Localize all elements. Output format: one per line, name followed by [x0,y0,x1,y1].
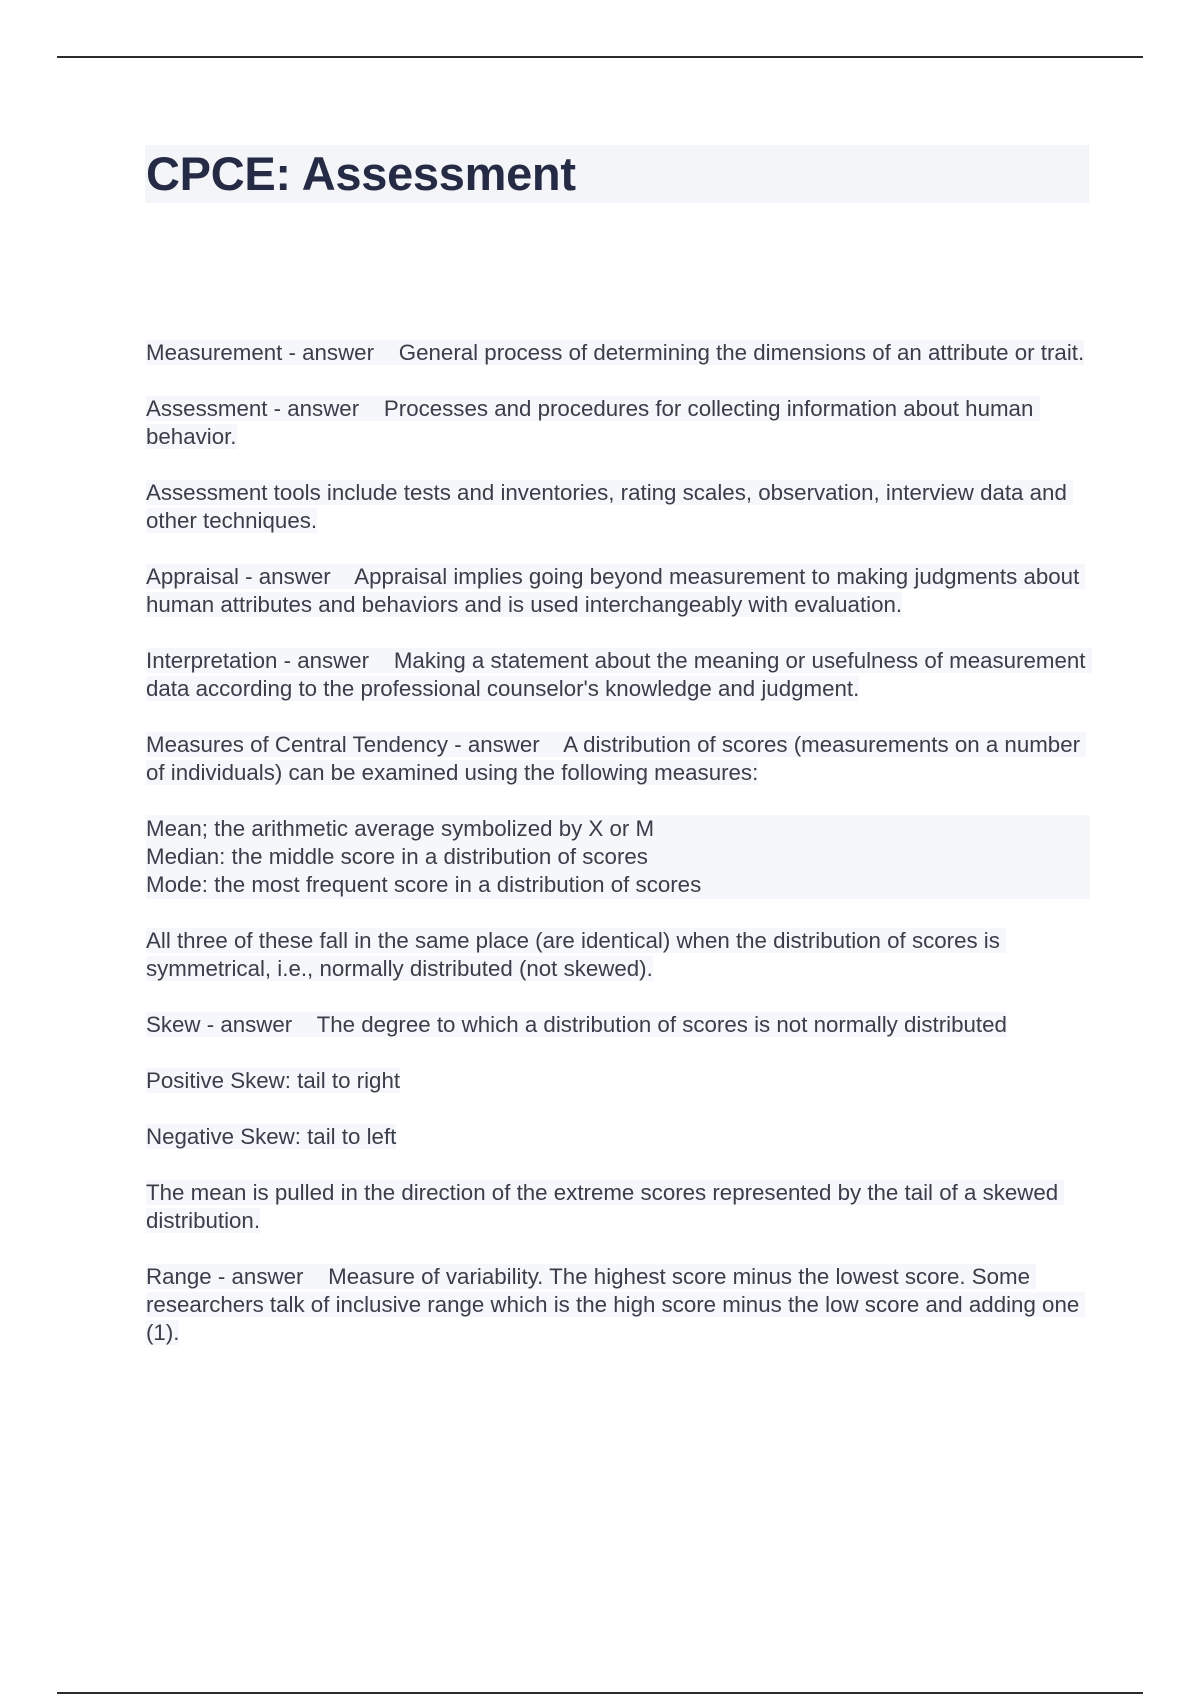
paragraph-measurement: Measurement - answer General process of determining the dimensions of an attribute or trait. [146,340,1085,365]
measures-list [146,815,1090,899]
paragraph-central-tendency: Measures of Central Tendency - answer A distribution of scores (measurements on a number of individuals) can be examined using the following measures: [146,732,1087,785]
page-title: CPCE: Assessment [146,147,576,200]
list-item: Mode: the most frequent score in a distribution of scores [146,871,1090,899]
paragraph-appraisal: Appraisal - answer Appraisal implies going beyond measurement to making judgments about human attributes and behaviors and is used interchangeably with evaluation. [146,564,1086,617]
header-rule [57,56,1143,58]
paragraph-positive-skew: Positive Skew: tail to right [146,1068,401,1093]
paragraph-symmetry: All three of these fall in the same place (are identical) when the distribution of scores is symmetrical, i.e., normally distributed (not skewed). [146,928,1007,981]
document-body [146,339,1090,1375]
paragraph-skew: Skew - answer The degree to which a distribution of scores is not normally distributed [146,1012,1007,1037]
paragraph-negative-skew: Negative Skew: tail to left [146,1124,397,1149]
list-item: Mean; the arithmetic average symbolized by X or M [146,815,1090,843]
list-item: Median: the middle score in a distribution of scores [146,843,1090,871]
footer-rule [57,1692,1143,1694]
paragraph-interpretation: Interpretation - answer Making a statement about the meaning or usefulness of measurement data according to the professional counselor's knowledge and judgment. [146,648,1092,701]
paragraph-assessment-tools: Assessment tools include tests and inventories, rating scales, observation, interview data and other techniques. [146,480,1074,533]
paragraph-assessment: Assessment - answer Processes and procedures for collecting information about human behavior. [146,396,1040,449]
paragraph-mean-pulled: The mean is pulled in the direction of the extreme scores represented by the tail of a skewed distribution. [146,1180,1065,1233]
paragraph-range: Range - answer Measure of variability. The highest score minus the lowest score. Some researchers talk of inclusive range which is the high score minus the low score and adding one (1). [146,1264,1086,1345]
